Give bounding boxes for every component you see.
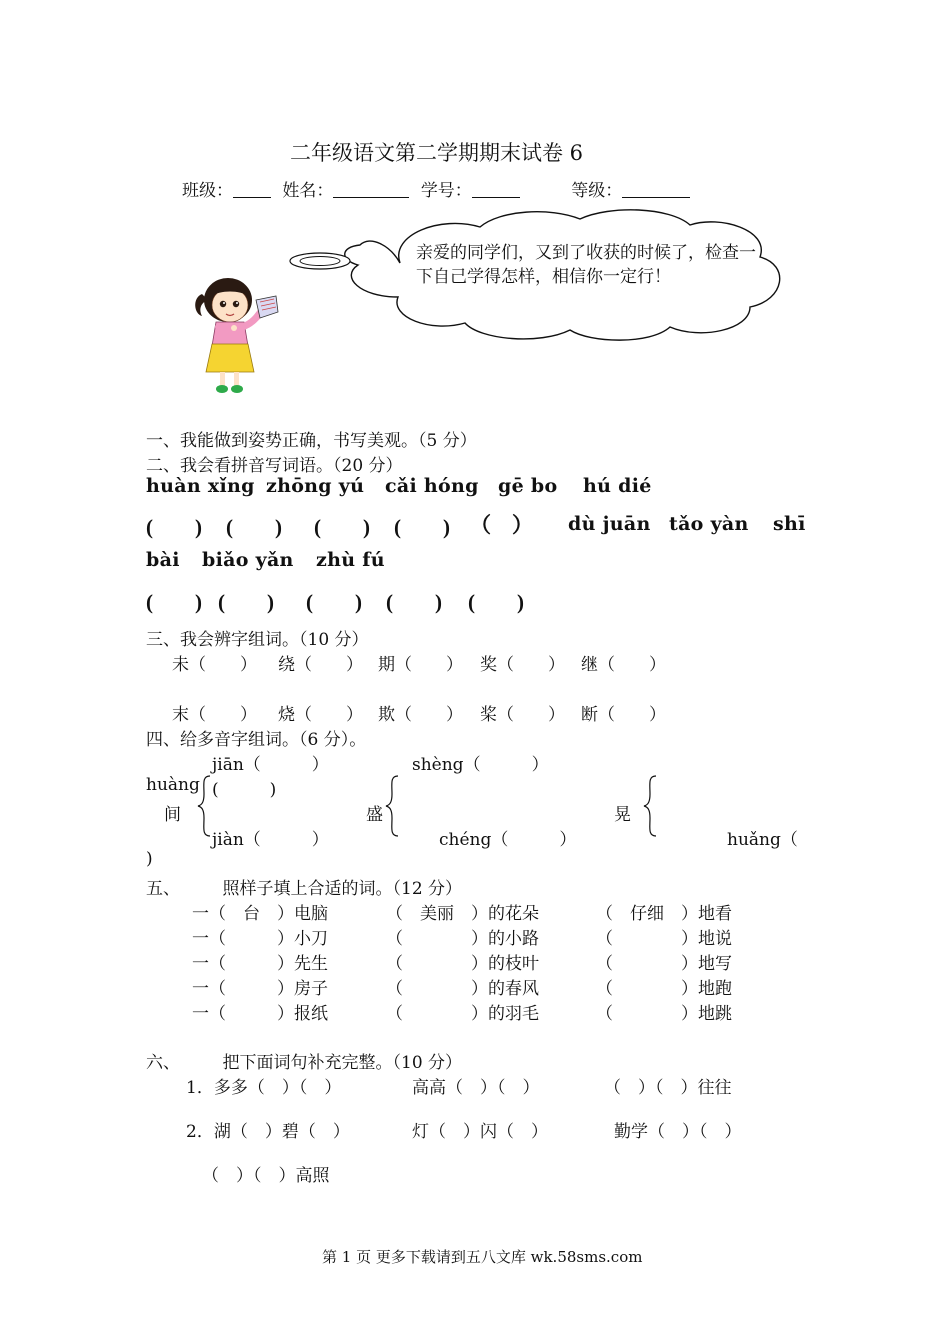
name-blank[interactable] [333,196,409,198]
char-item[interactable]: 期（ ） [378,655,463,675]
fill-item[interactable]: （ ）地跳 [596,1004,732,1024]
id-blank[interactable] [472,196,520,198]
phrase-item[interactable]: （ ）（ ）往往 [604,1078,732,1098]
answer-blank[interactable]: ( ) [218,590,274,614]
polyphone-close: ) [146,849,153,869]
char-item[interactable]: 未（ ） [172,655,257,675]
fill-item[interactable]: 一（ ）小刀 [192,929,328,949]
polyphone-huang4: huàng [146,775,200,795]
brace-icon [384,774,402,838]
fill-item[interactable]: （ ）的小路 [386,929,539,949]
section-4-heading: 四、给多音字组词。（6 分）。 [146,730,367,750]
fill-item[interactable]: （ ）地说 [596,929,732,949]
pinyin-10: zhù fú [316,549,385,571]
char-item[interactable]: 断（ ） [581,705,666,725]
grade-label: 等级： [571,181,623,201]
pinyin-8-cont: bài [146,549,180,571]
polyphone-jian4[interactable]: jiàn（ ） [212,830,329,850]
char-item[interactable]: 绕（ ） [278,655,363,675]
bubble-text: 亲爱的同学们，又到了收获的时候了，检查一下自己学得怎样，相信你一定行！ [416,243,756,287]
polyphone-blank[interactable]: ( ) [212,780,277,800]
char-item[interactable]: 奖（ ） [480,655,565,675]
fill-item[interactable]: 一（ ）房子 [192,979,328,999]
phrase-item[interactable]: 1．多多（ ）（ ） [186,1078,342,1098]
char-item[interactable]: 桨（ ） [480,705,565,725]
fill-item[interactable]: 一（ ）先生 [192,954,328,974]
section-2-heading: 二、我会看拼音写词语。（20 分） [146,456,403,476]
answer-blank[interactable]: ( ) [226,515,282,539]
fill-item[interactable]: （ ）的枝叶 [386,954,539,974]
pinyin-4: gē bo [498,475,558,497]
polyphone-cheng[interactable]: chéng（ ） [439,830,577,850]
girl-reading-illustration [190,272,285,397]
fill-item[interactable]: （ 仔细 ）地看 [596,904,732,924]
fill-item[interactable]: （ ）地跑 [596,979,732,999]
char-item[interactable]: 欺（ ） [378,705,463,725]
fill-item[interactable]: 一（ ）报纸 [192,1004,328,1024]
pinyin-9: biǎo yǎn [202,549,294,571]
answer-blank[interactable]: ( ) [314,515,370,539]
fill-item[interactable]: （ ）地写 [596,954,732,974]
char-item[interactable]: 烧（ ） [278,705,363,725]
answer-blank[interactable]: ( ) [386,590,442,614]
polyphone-char-jian: 间 [164,805,181,825]
answer-blank[interactable]: ( ) [394,515,450,539]
polyphone-char-sheng: 盛 [366,805,383,825]
section-6-heading: 六、 把下面词句补充完整。（10 分） [146,1053,463,1073]
polyphone-sheng[interactable]: shèng（ ） [412,755,549,775]
phrase-item[interactable]: 勤学（ ）（ ） [614,1122,742,1142]
phrase-item[interactable]: 2．湖（ ）碧（ ） [186,1122,350,1142]
section-5-heading: 五、 照样子填上合适的词。（12 分） [146,879,463,899]
char-item[interactable]: 继（ ） [581,655,666,675]
class-blank[interactable] [233,196,271,198]
class-label: 班级： [182,181,233,201]
fill-item[interactable]: （ ）的春风 [386,979,539,999]
section-1-heading: 一、我能做到姿势正确，书写美观。（5 分） [146,431,477,451]
pinyin-3: cǎi hóng [385,475,479,497]
fill-item[interactable]: （ 美丽 ）的花朵 [386,904,539,924]
answer-blank[interactable]: ( ) [146,590,202,614]
polyphone-char-huang: 晃 [614,805,631,825]
phrase-item[interactable]: （ ）（ ）高照 [202,1166,330,1186]
answer-blank[interactable]: ( ) [468,590,524,614]
phrase-item[interactable]: 灯（ ）闪（ ） [412,1122,548,1142]
fill-item[interactable]: （ ）的羽毛 [386,1004,539,1024]
phrase-item[interactable]: 高高（ ）（ ） [412,1078,540,1098]
answer-blank[interactable]: （ ） [470,513,533,537]
page-footer: 第 1 页 更多下载请到五八文库 wk.58sms.com [322,1248,643,1266]
polyphone-huang3[interactable]: huǎng（ [727,830,798,850]
pinyin-6: dù juān [568,513,651,535]
pinyin-1: huàn xǐng [146,475,255,497]
pinyin-7: tǎo yàn [669,513,749,535]
brace-icon [642,774,660,838]
page-title: 二年级语文第二学期期末试卷 6 [290,141,584,165]
section-3-heading: 三、我会辨字组词。（10 分） [146,630,369,650]
id-label: 学号： [420,181,472,201]
pinyin-5: hú dié [583,475,652,497]
name-label: 姓名： [282,181,334,201]
grade-blank[interactable] [622,196,690,198]
answer-blank[interactable]: ( ) [306,590,362,614]
info-line [182,176,690,201]
answer-blank[interactable]: ( ) [146,515,202,539]
pinyin-2: zhōng yú [266,475,365,497]
polyphone-jian1[interactable]: jiān（ ） [212,755,329,775]
pinyin-8: shī [773,513,806,535]
char-item[interactable]: 末（ ） [172,705,257,725]
fill-item[interactable]: 一（ 台 ）电脑 [192,904,328,924]
